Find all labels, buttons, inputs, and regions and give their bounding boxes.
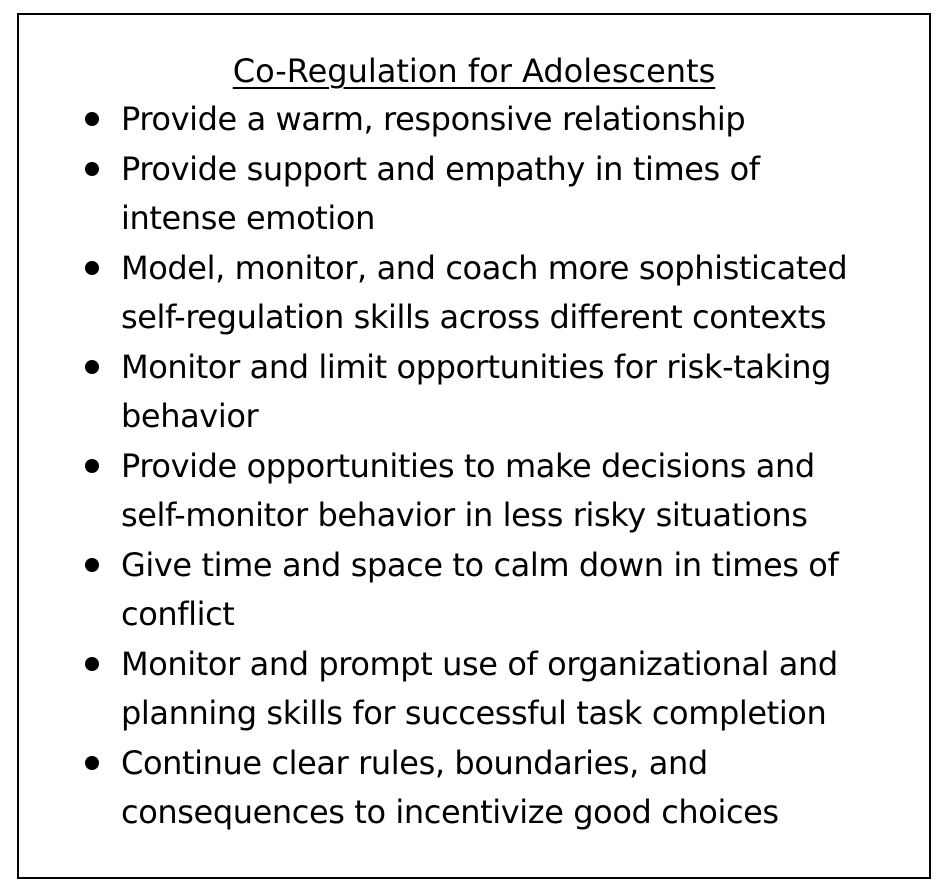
list-item-text: Model, monitor, and coach more sophisticated self-regulation skills across different contexts	[121, 248, 848, 336]
list-item	[121, 739, 911, 838]
bullet-icon	[85, 558, 99, 572]
list-item-text: Monitor and prompt use of organizational and planning skills for successful task completion	[121, 644, 838, 732]
list-item	[121, 640, 911, 739]
bordered-box	[17, 13, 931, 879]
bullet-icon	[85, 360, 99, 374]
bullet-icon	[85, 261, 99, 275]
list-item-text: Monitor and limit opportunities for risk-taking behavior	[121, 347, 831, 435]
bullet-icon	[85, 657, 99, 671]
list-item	[121, 442, 911, 541]
bullet-icon	[85, 162, 99, 176]
bullet-icon	[85, 112, 99, 126]
bullet-list	[121, 95, 911, 838]
bullet-icon	[85, 756, 99, 770]
box-title: Co-Regulation for Adolescents	[232, 52, 716, 90]
list-item-text: Give time and space to calm down in times of conflict	[121, 545, 839, 633]
list-item-text: Continue clear rules, boundaries, and consequences to incentivize good choices	[121, 743, 779, 831]
list-item	[121, 541, 911, 640]
list-item-text: Provide opportunities to make decisions and self-monitor behavior in less risky situations	[121, 446, 815, 534]
bullet-icon	[85, 459, 99, 473]
list-item	[121, 343, 911, 442]
list-item	[121, 95, 911, 145]
list-item	[121, 244, 911, 343]
list-item-text: Provide a warm, responsive relationship	[121, 100, 746, 138]
list-item-text: Provide support and empathy in times of intense emotion	[121, 149, 760, 237]
list-item	[121, 145, 911, 244]
